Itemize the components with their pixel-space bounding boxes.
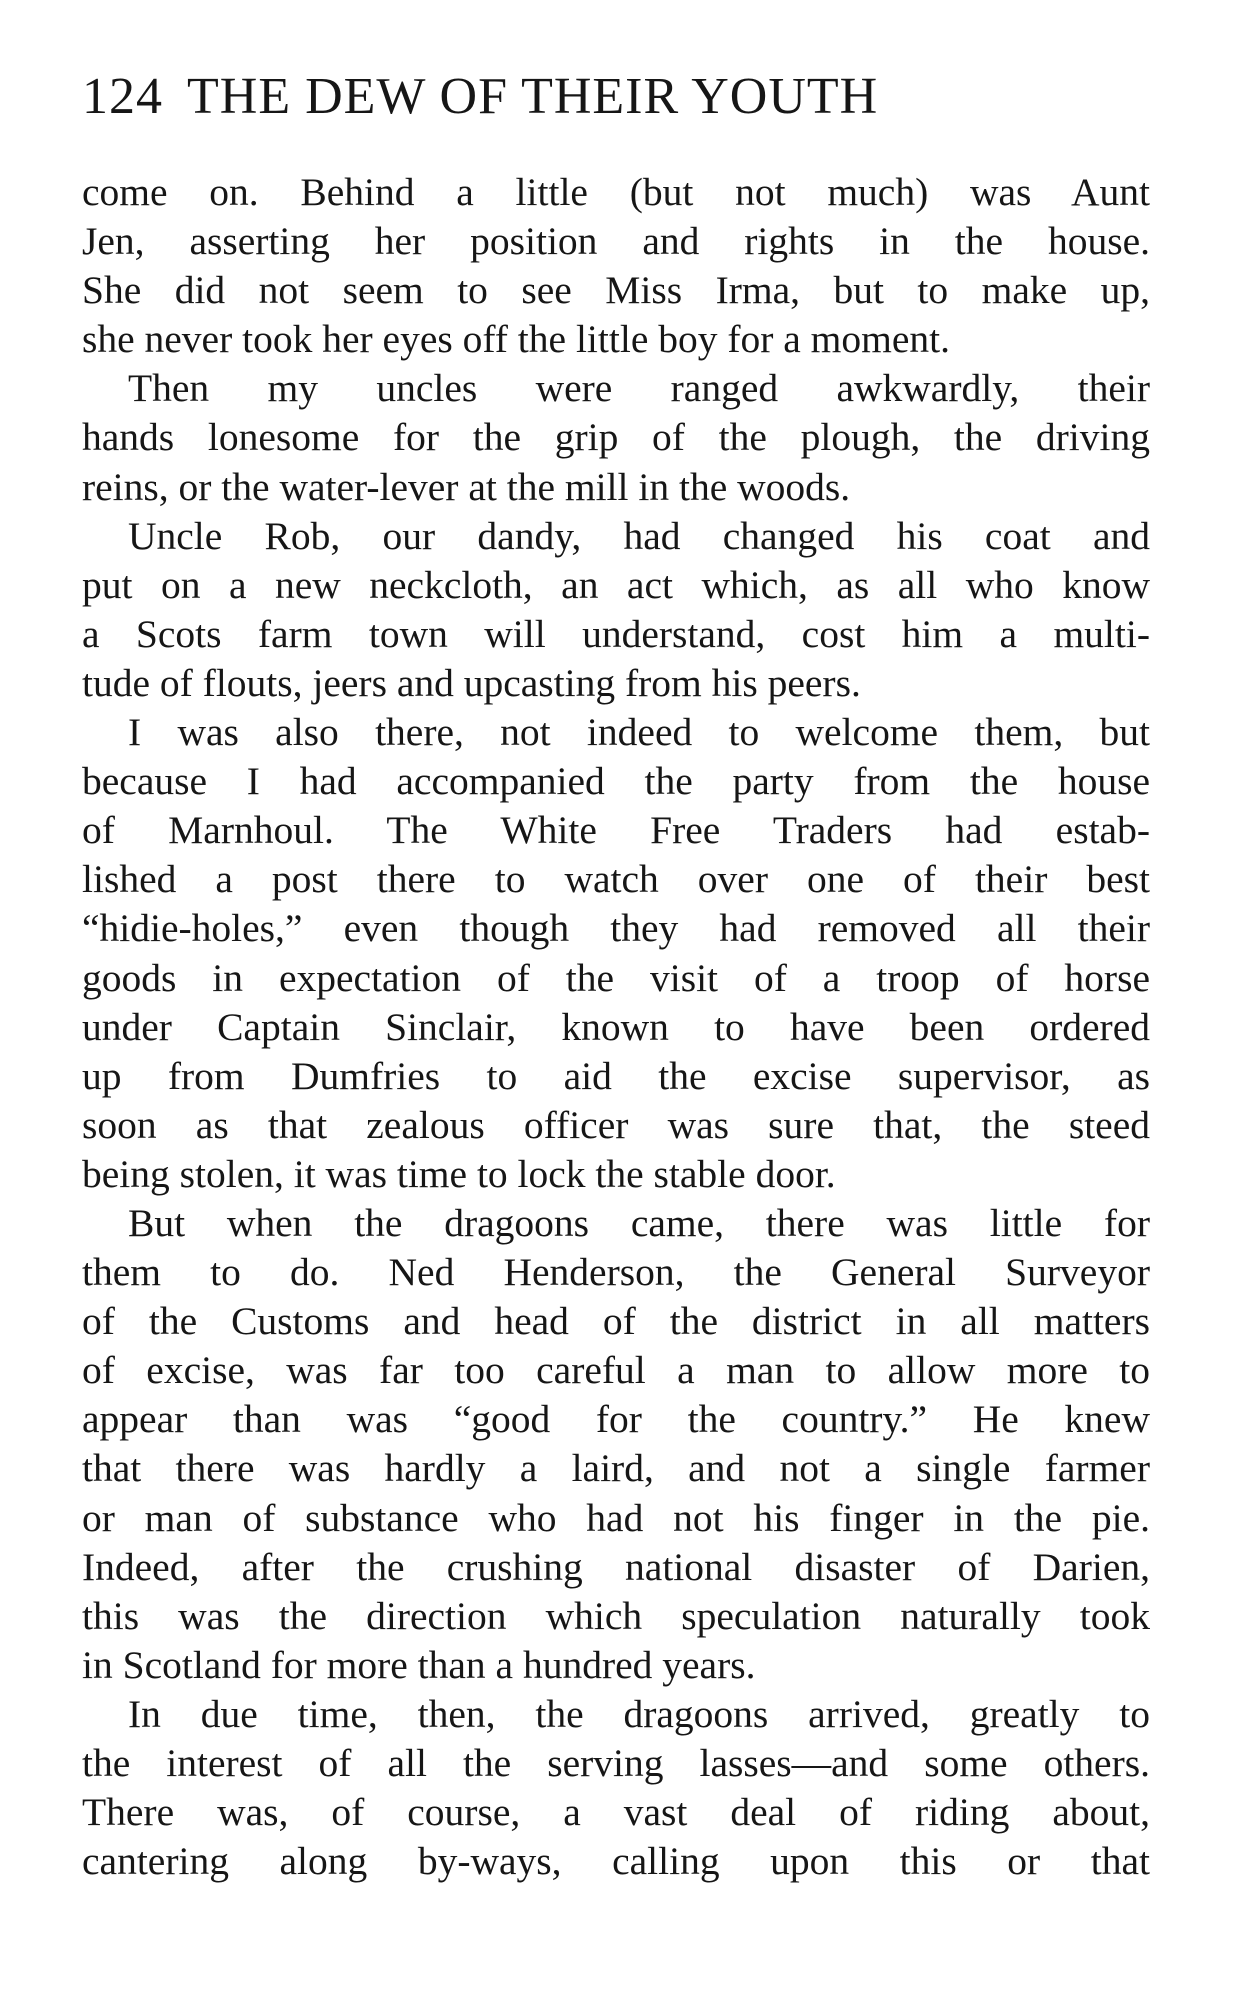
text-line: There was, of course, a vast deal of riding about,	[82, 1790, 1150, 1835]
text-line: under Captain Sinclair, known to have been ordered	[82, 1004, 1150, 1049]
text-line: of excise, was far too careful a man to allow more to	[82, 1348, 1150, 1393]
text-line: appear than was “good for the country.” He knew	[82, 1397, 1150, 1442]
page-number: 124	[82, 68, 163, 125]
text-line: because I had accompanied the party from the house	[82, 759, 1150, 804]
paragraph	[82, 512, 1150, 708]
text-line: of Marnhoul. The White Free Traders had estab-	[82, 808, 1150, 853]
text-line: lished a post there to watch over one of their best	[82, 857, 1150, 902]
text-line: goods in expectation of the visit of a troop of horse	[82, 955, 1150, 1000]
text-line: Indeed, after the crushing national disaster of Darien,	[82, 1544, 1150, 1589]
text-line: them to do. Ned Henderson, the General Surveyor	[82, 1250, 1150, 1295]
body-text	[82, 168, 1150, 1886]
text-line: But when the dragoons came, there was little for	[128, 1200, 1150, 1245]
text-line: Then my uncles were ranged awkwardly, their	[128, 366, 1150, 411]
text-line: she never took her eyes off the little boy for a moment.	[82, 317, 951, 362]
paragraph	[82, 1690, 1150, 1886]
text-line: cantering along by-ways, calling upon this or that	[82, 1839, 1150, 1884]
text-line: up from Dumfries to aid the excise supervisor, as	[82, 1053, 1150, 1098]
paragraph	[82, 708, 1150, 1199]
text-line: in Scotland for more than a hundred years.	[82, 1642, 756, 1687]
text-line: the interest of all the serving lasses—and some others.	[82, 1741, 1150, 1785]
text-line: reins, or the water-lever at the mill in the woods.	[82, 464, 851, 509]
text-line: Jen, asserting her position and rights in the house.	[82, 219, 1150, 264]
text-line: “hidie-holes,” even though they had removed all their	[82, 906, 1150, 951]
text-line: tude of flouts, jeers and upcasting from his peers.	[82, 660, 861, 705]
text-line: Uncle Rob, our dandy, had changed his coat and	[128, 513, 1150, 558]
paragraph	[82, 1199, 1150, 1690]
text-line: that there was hardly a laird, and not a single farmer	[82, 1446, 1150, 1491]
text-line: I was also there, not indeed to welcome them, but	[128, 710, 1150, 755]
text-line: put on a new neckcloth, an act which, as all who know	[82, 562, 1150, 607]
paragraph	[82, 364, 1150, 511]
text-line: soon as that zealous officer was sure that, the steed	[82, 1102, 1150, 1147]
text-line: She did not seem to see Miss Irma, but to make up,	[82, 268, 1150, 313]
text-line: being stolen, it was time to lock the stable door.	[82, 1151, 836, 1196]
text-line: a Scots farm town will understand, cost him a multi-	[82, 611, 1150, 656]
text-line: hands lonesome for the grip of the plough, the driving	[82, 415, 1150, 460]
text-line: or man of substance who had not his finger in the pie.	[82, 1495, 1150, 1540]
text-line: In due time, then, the dragoons arrived, greatly to	[128, 1691, 1150, 1736]
text-line: come on. Behind a little (but not much) was Aunt	[82, 170, 1150, 214]
running-head	[82, 62, 1162, 132]
paragraph	[82, 168, 1150, 364]
text-line: of the Customs and head of the district in all matters	[82, 1299, 1150, 1344]
running-title: THE DEW OF THEIR YOUTH	[187, 68, 879, 125]
text-line: this was the direction which speculation naturally took	[82, 1593, 1150, 1638]
